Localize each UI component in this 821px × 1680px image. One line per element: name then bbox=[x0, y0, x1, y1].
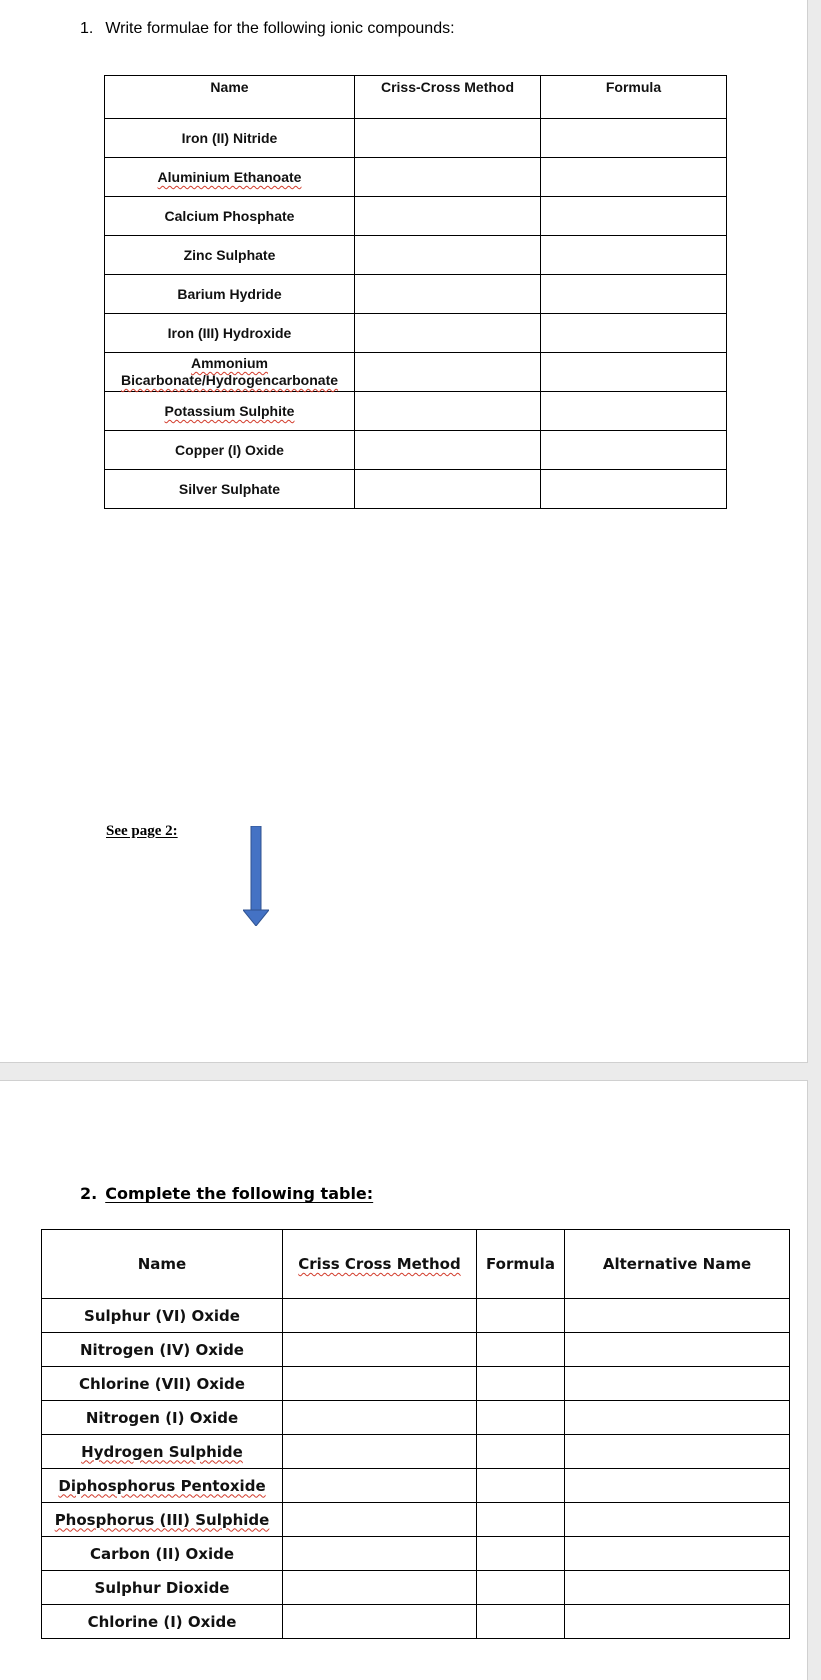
table-row bbox=[42, 1435, 790, 1469]
question-2-text: Complete the following table: bbox=[105, 1184, 374, 1203]
criss-cross-cell[interactable] bbox=[355, 392, 541, 431]
compound-name: Barium Hydride bbox=[105, 275, 355, 314]
question-2-number: 2. bbox=[80, 1184, 98, 1203]
table-row bbox=[105, 353, 727, 392]
table-row bbox=[42, 1537, 790, 1571]
formula-cell[interactable] bbox=[541, 353, 727, 392]
compound-name bbox=[42, 1469, 283, 1503]
alternative-name-cell[interactable] bbox=[565, 1469, 790, 1503]
header-criss-cross-text: Criss Cross Method bbox=[298, 1255, 461, 1273]
formula-cell[interactable] bbox=[477, 1333, 565, 1367]
formula-cell[interactable] bbox=[477, 1435, 565, 1469]
criss-cross-cell[interactable] bbox=[283, 1435, 477, 1469]
criss-cross-cell[interactable] bbox=[283, 1367, 477, 1401]
table-row bbox=[105, 119, 727, 158]
criss-cross-cell[interactable] bbox=[355, 158, 541, 197]
compound-name bbox=[42, 1503, 283, 1537]
formula-cell[interactable] bbox=[541, 431, 727, 470]
alternative-name-cell[interactable] bbox=[565, 1537, 790, 1571]
compound-name: Sulphur Dioxide bbox=[42, 1571, 283, 1605]
header-formula: Formula bbox=[477, 1230, 565, 1299]
criss-cross-cell[interactable] bbox=[283, 1605, 477, 1639]
compound-name bbox=[105, 392, 355, 431]
compound-name-text: Aluminium Ethanoate bbox=[157, 169, 302, 185]
table-header-row bbox=[42, 1230, 790, 1299]
down-arrow-icon bbox=[243, 826, 269, 926]
table-row bbox=[105, 431, 727, 470]
compound-name bbox=[105, 353, 355, 392]
table-row bbox=[42, 1503, 790, 1537]
table-row bbox=[42, 1605, 790, 1639]
alternative-name-cell[interactable] bbox=[565, 1571, 790, 1605]
oxides-table bbox=[41, 1229, 790, 1639]
formula-cell[interactable] bbox=[541, 197, 727, 236]
table-header-row bbox=[105, 76, 727, 119]
formula-cell[interactable] bbox=[477, 1469, 565, 1503]
formula-cell[interactable] bbox=[477, 1537, 565, 1571]
header-name: Name bbox=[105, 76, 355, 119]
ionic-compounds-table bbox=[104, 75, 727, 509]
formula-cell[interactable] bbox=[541, 275, 727, 314]
table-row bbox=[105, 158, 727, 197]
table-row bbox=[105, 470, 727, 509]
formula-cell[interactable] bbox=[541, 392, 727, 431]
compound-name: Nitrogen (I) Oxide bbox=[42, 1401, 283, 1435]
compound-name: Iron (II) Nitride bbox=[105, 119, 355, 158]
table-row bbox=[105, 236, 727, 275]
header-criss-cross: Criss-Cross Method bbox=[355, 76, 541, 119]
criss-cross-cell[interactable] bbox=[355, 353, 541, 392]
formula-cell[interactable] bbox=[541, 119, 727, 158]
table-row bbox=[42, 1367, 790, 1401]
criss-cross-cell[interactable] bbox=[355, 119, 541, 158]
header-alternative-name: Alternative Name bbox=[565, 1230, 790, 1299]
compound-name-text: Hydrogen Sulphide bbox=[81, 1442, 243, 1461]
formula-cell[interactable] bbox=[477, 1571, 565, 1605]
alternative-name-cell[interactable] bbox=[565, 1333, 790, 1367]
criss-cross-cell[interactable] bbox=[283, 1537, 477, 1571]
criss-cross-cell[interactable] bbox=[283, 1299, 477, 1333]
compound-name: Chlorine (I) Oxide bbox=[42, 1605, 283, 1639]
formula-cell[interactable] bbox=[541, 158, 727, 197]
alternative-name-cell[interactable] bbox=[565, 1503, 790, 1537]
table-row bbox=[42, 1571, 790, 1605]
compound-name-text: Diphosphorus Pentoxide bbox=[58, 1476, 266, 1495]
criss-cross-cell[interactable] bbox=[283, 1503, 477, 1537]
formula-cell[interactable] bbox=[541, 470, 727, 509]
criss-cross-cell[interactable] bbox=[355, 236, 541, 275]
criss-cross-cell[interactable] bbox=[355, 431, 541, 470]
table-row bbox=[105, 392, 727, 431]
table-row bbox=[105, 275, 727, 314]
table-row bbox=[42, 1401, 790, 1435]
formula-cell[interactable] bbox=[477, 1299, 565, 1333]
compound-name: Zinc Sulphate bbox=[105, 236, 355, 275]
criss-cross-cell[interactable] bbox=[283, 1401, 477, 1435]
document-page-2 bbox=[0, 1081, 807, 1680]
compound-name: Carbon (II) Oxide bbox=[42, 1537, 283, 1571]
alternative-name-cell[interactable] bbox=[565, 1299, 790, 1333]
compound-name: Nitrogen (IV) Oxide bbox=[42, 1333, 283, 1367]
table-row bbox=[42, 1299, 790, 1333]
alternative-name-cell[interactable] bbox=[565, 1367, 790, 1401]
table-row bbox=[42, 1333, 790, 1367]
criss-cross-cell[interactable] bbox=[355, 197, 541, 236]
header-name: Name bbox=[42, 1230, 283, 1299]
alternative-name-cell[interactable] bbox=[565, 1605, 790, 1639]
compound-name-text: Ammonium Bicarbonate/Hydrogencarbonate bbox=[120, 355, 339, 388]
header-formula: Formula bbox=[541, 76, 727, 119]
formula-cell[interactable] bbox=[541, 314, 727, 353]
criss-cross-cell[interactable] bbox=[355, 275, 541, 314]
compound-name: Sulphur (VI) Oxide bbox=[42, 1299, 283, 1333]
table-row bbox=[105, 197, 727, 236]
question-1-title bbox=[80, 20, 455, 38]
question-1-text: Write formulae for the following ionic compounds: bbox=[105, 20, 455, 37]
header-criss-cross bbox=[283, 1230, 477, 1299]
compound-name bbox=[42, 1435, 283, 1469]
alternative-name-cell[interactable] bbox=[565, 1435, 790, 1469]
compound-name-text: Potassium Sulphite bbox=[164, 403, 295, 419]
compound-name: Calcium Phosphate bbox=[105, 197, 355, 236]
question-1-number: 1. bbox=[80, 20, 94, 37]
compound-name: Silver Sulphate bbox=[105, 470, 355, 509]
criss-cross-cell[interactable] bbox=[355, 314, 541, 353]
compound-name bbox=[105, 158, 355, 197]
table-row bbox=[42, 1469, 790, 1503]
formula-cell[interactable] bbox=[541, 236, 727, 275]
formula-cell[interactable] bbox=[477, 1401, 565, 1435]
alternative-name-cell[interactable] bbox=[565, 1401, 790, 1435]
compound-name: Chlorine (VII) Oxide bbox=[42, 1367, 283, 1401]
criss-cross-cell[interactable] bbox=[283, 1469, 477, 1503]
criss-cross-cell[interactable] bbox=[283, 1333, 477, 1367]
compound-name: Copper (I) Oxide bbox=[105, 431, 355, 470]
compound-name-text: Phosphorus (III) Sulphide bbox=[54, 1510, 270, 1529]
question-2-title bbox=[80, 1184, 373, 1203]
compound-name: Iron (III) Hydroxide bbox=[105, 314, 355, 353]
criss-cross-cell[interactable] bbox=[355, 470, 541, 509]
see-page-2-note: See page 2: bbox=[106, 823, 178, 839]
formula-cell[interactable] bbox=[477, 1605, 565, 1639]
formula-cell[interactable] bbox=[477, 1367, 565, 1401]
table-row bbox=[105, 314, 727, 353]
formula-cell[interactable] bbox=[477, 1503, 565, 1537]
criss-cross-cell[interactable] bbox=[283, 1571, 477, 1605]
